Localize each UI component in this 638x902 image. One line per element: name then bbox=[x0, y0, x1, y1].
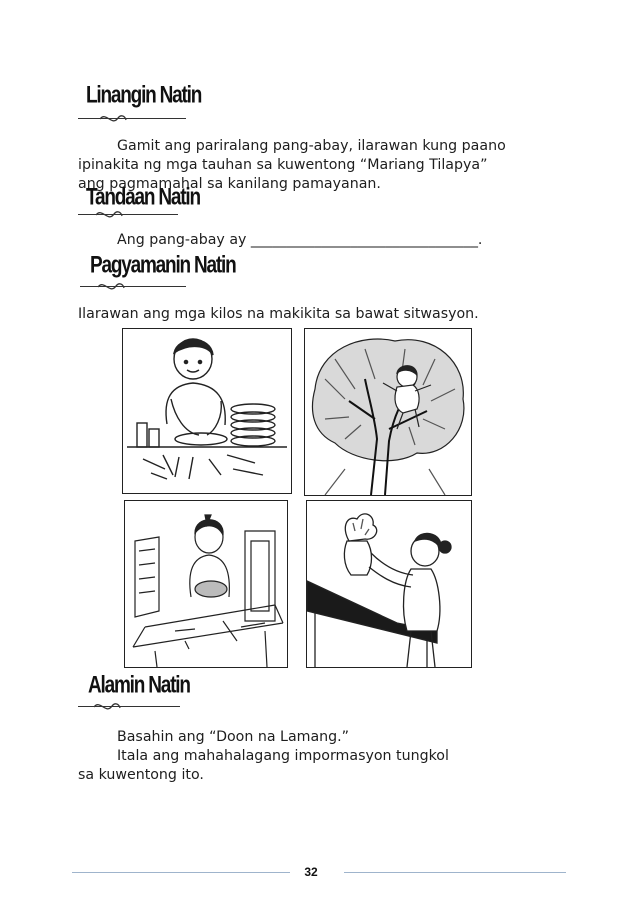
heading-pagyamanin-natin: Pagyamanin Natin bbox=[90, 252, 236, 279]
paragraph-line: Gamit ang pariralang pang-abay, ilarawan kung paano bbox=[117, 138, 506, 154]
swirl-ornament-icon bbox=[96, 280, 126, 294]
child-climbing-tree-illustration bbox=[304, 328, 472, 496]
page-number: 32 bbox=[304, 865, 318, 879]
swirl-ornament-icon bbox=[92, 700, 122, 714]
paragraph-line: ipinakita ng mga tauhan sa kuwentong “Mariang Tilapya” bbox=[78, 157, 488, 173]
heading-underline bbox=[78, 214, 178, 215]
paragraph-line: Itala ang mahahalagang impormasyon tungkol bbox=[117, 748, 449, 764]
swirl-ornament-icon bbox=[98, 112, 128, 126]
heading-underline bbox=[78, 118, 186, 119]
heading-linangin-natin: Linangin Natin bbox=[86, 82, 202, 109]
paragraph-line: ang pagmamahal sa kanilang pamayanan. bbox=[78, 176, 381, 192]
heading-alamin-natin: Alamin Natin bbox=[88, 672, 190, 699]
girl-placing-flower-vase-illustration bbox=[306, 500, 472, 668]
paragraph-line: Basahin ang “Doon na Lamang.” bbox=[117, 729, 350, 745]
girl-cleaning-table-illustration bbox=[124, 500, 288, 668]
definition-line: Ang pang-abay ay ________________________________. bbox=[117, 232, 483, 248]
swirl-ornament-icon bbox=[94, 208, 124, 222]
instruction-line: Ilarawan ang mga kilos na makikita sa bawat sitwasyon. bbox=[78, 306, 479, 322]
heading-tandaan-natin: Tandaan Natin bbox=[86, 184, 200, 211]
footer-line-left bbox=[72, 872, 290, 873]
boy-washing-dishes-illustration bbox=[122, 328, 292, 494]
footer-line-right bbox=[344, 872, 566, 873]
paragraph-line: sa kuwentong ito. bbox=[78, 767, 204, 783]
